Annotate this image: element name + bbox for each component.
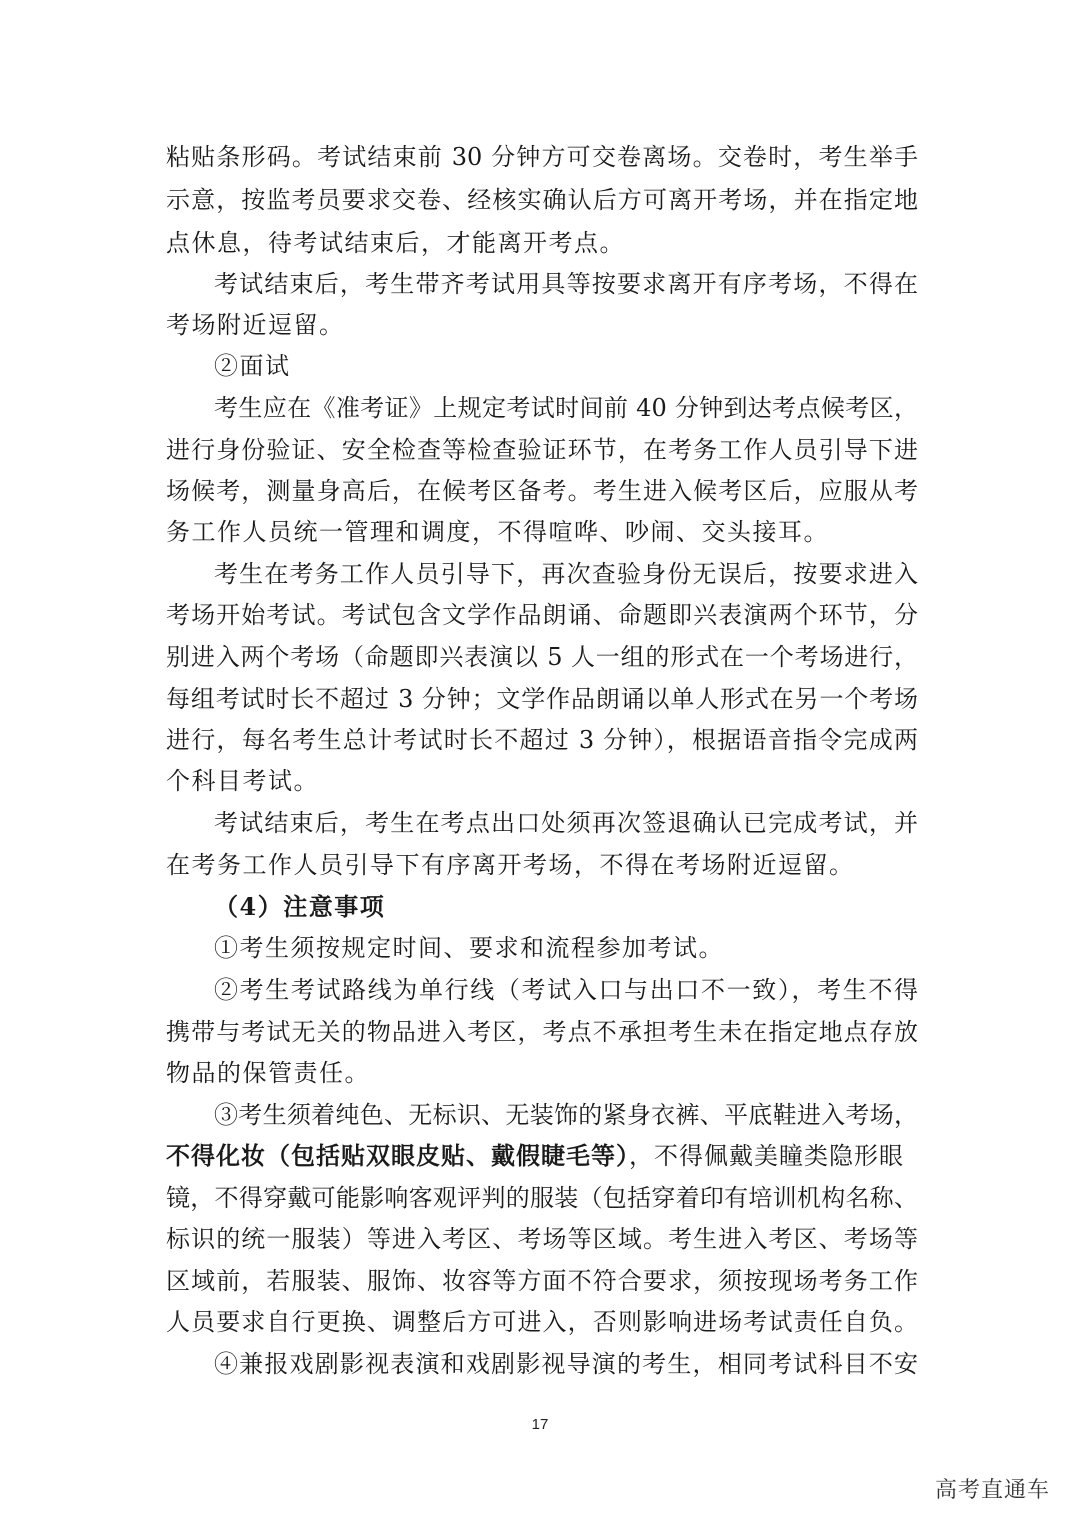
paragraph-line: 进行，每名考生总计考试时长不超过 3 分钟），根据语音指令完成两: [166, 726, 918, 754]
paragraph-line: ③考生须着纯色、无标识、无装饰的紧身衣裤、平底鞋进入考场，: [214, 1101, 918, 1129]
paragraph-line: 粘贴条形码。考试结束前 30 分钟方可交卷离场。交卷时，考生举手: [166, 143, 918, 171]
paragraph-line: 在考务工作人员引导下有序离开考场，不得在考场附近逗留。: [166, 851, 855, 879]
bold-warning-text: 不得化妆（包括贴双眼皮贴、戴假睫毛等）: [166, 1141, 629, 1170]
paragraph-line: 个科目考试。: [166, 767, 319, 795]
paragraph-line: 携带与考试无关的物品进入考区，考点不承担考生未在指定地点存放: [166, 1018, 918, 1046]
paragraph-line: 示意，按监考员要求交卷、经核实确认后方可离开考场，并在指定地: [166, 186, 918, 214]
paragraph-line: 考场开始考试。考试包含文学作品朗诵、命题即兴表演两个环节，分: [166, 601, 918, 629]
paragraph-line: 标识的统一服装）等进入考区、考场等区域。考生进入考区、考场等: [166, 1225, 918, 1253]
paragraph-line: 点休息，待考试结束后，才能离开考点。: [166, 229, 625, 257]
paragraph-line: 场候考，测量身高后，在候考区备考。考生进入候考区后，应服从考: [166, 477, 918, 505]
paragraph-line: ①考生须按规定时间、要求和流程参加考试。: [214, 934, 724, 962]
paragraph-line: 考试结束后，考生带齐考试用具等按要求离开有序考场，不得在: [214, 270, 918, 298]
page-number: 17: [531, 1416, 549, 1433]
paragraph-line: ④兼报戏剧影视表演和戏剧影视导演的考生，相同考试科目不安: [214, 1350, 918, 1378]
paragraph-line: 进行身份验证、安全检查等检查验证环节，在考务工作人员引导下进: [166, 436, 918, 464]
paragraph-line: 镜，不得穿戴可能影响客观评判的服装（包括穿着印有培训机构名称、: [166, 1184, 918, 1212]
paragraph-line: 务工作人员统一管理和调度，不得喧哗、吵闹、交头接耳。: [166, 518, 829, 546]
paragraph-line: 区域前，若服装、服饰、妆容等方面不符合要求，须按现场考务工作: [166, 1267, 918, 1295]
watermark-text: 高考直通车: [934, 1478, 1050, 1503]
paragraph-line-rest: ，不得佩戴美瞳类隐形眼: [629, 1142, 904, 1170]
paragraph-line: ②考生考试路线为单行线（考试入口与出口不一致），考生不得: [214, 976, 918, 1004]
subsection-heading: ②面试: [214, 352, 291, 380]
paragraph-line: 物品的保管责任。: [166, 1059, 370, 1087]
paragraph-line: 人员要求自行更换、调整后方可进入，否则影响进场考试责任自负。: [166, 1308, 918, 1336]
paragraph-line: 考生应在《准考证》上规定考试时间前 40 分钟到达考点候考区，: [214, 394, 918, 422]
paragraph-line-mixed: [166, 1141, 918, 1171]
paragraph-line: 考场附近逗留。: [166, 311, 345, 339]
paragraph-line: 别进入两个考场（命题即兴表演以 5 人一组的形式在一个考场进行，: [166, 643, 918, 671]
section-heading: （4）注意事项: [214, 892, 386, 921]
paragraph-line: 考试结束后，考生在考点出口处须再次签退确认已完成考试，并: [214, 809, 918, 837]
paragraph-line: 考生在考务工作人员引导下，再次查验身份无误后，按要求进入: [214, 560, 918, 588]
paragraph-line: 每组考试时长不超过 3 分钟；文学作品朗诵以单人形式在另一个考场: [166, 685, 918, 713]
